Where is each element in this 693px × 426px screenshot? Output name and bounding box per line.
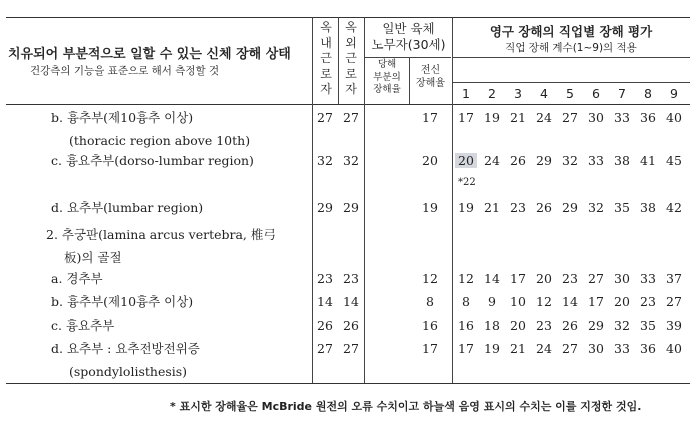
whole-body-rate: 19 xyxy=(422,200,438,215)
grade-value: 33 xyxy=(588,153,604,168)
grade-value: 30 xyxy=(588,341,604,356)
grade-value: 23 xyxy=(536,318,552,333)
grade-number: 1 xyxy=(462,86,470,101)
grade-value: 27 xyxy=(562,110,578,125)
col-inner-header: 옥 내 근 로 자 xyxy=(320,20,332,96)
whole-rate-header: 전신 장해율 xyxy=(416,65,445,89)
grade-value: 35 xyxy=(614,200,630,215)
grade-value: 26 xyxy=(536,200,552,215)
grade-number: 6 xyxy=(592,86,600,101)
grade-value: 24 xyxy=(536,110,552,125)
row-label: b. 흉추부(제10흉추 이상) xyxy=(51,294,194,309)
grade-number-rule xyxy=(452,82,690,83)
row-label-sub: 板)의 골절 xyxy=(64,250,122,265)
grade-value: 17 xyxy=(588,294,604,309)
grade-value: 12 xyxy=(536,294,552,309)
grade-value: 17 xyxy=(458,110,474,125)
grade-value: 24 xyxy=(484,153,500,168)
row-label: b. 흉추부(제10흉추 이상) xyxy=(51,110,194,125)
inner-worker-value: 26 xyxy=(317,318,333,333)
grade-number: 2 xyxy=(488,86,496,101)
grade-value: 33 xyxy=(640,271,656,286)
grade-value: 10 xyxy=(510,294,526,309)
grade-value: 20 xyxy=(536,271,552,286)
outer-worker-value: 23 xyxy=(343,271,359,286)
grade-value: 27 xyxy=(562,341,578,356)
grade-value: 23 xyxy=(510,200,526,215)
grade-number: 9 xyxy=(670,86,678,101)
grade-value: 8 xyxy=(462,294,470,309)
grade-value: 39 xyxy=(666,318,682,333)
row-label: 2. 추궁판(lamina arcus vertebra, 椎弓 xyxy=(46,227,276,242)
grade-value: 29 xyxy=(562,200,578,215)
grade-value: 30 xyxy=(614,271,630,286)
grade-value: 18 xyxy=(484,318,500,333)
grade-value: 42 xyxy=(666,200,682,215)
grade-value: 36 xyxy=(640,341,656,356)
footnote: * 표시한 장해율은 McBride 원전의 오류 수치이고 하늘색 음영 표시의 수치는 이를 지정한 것임. xyxy=(170,400,642,413)
grade-value: 40 xyxy=(666,341,682,356)
grade-value: 40 xyxy=(666,110,682,125)
inner-worker-value: 29 xyxy=(317,200,333,215)
grade-number: 3 xyxy=(514,86,522,101)
row-label: c. 흉요추부 xyxy=(51,318,115,333)
outer-worker-value: 29 xyxy=(343,200,359,215)
general-header: 일반 육체 노무자(30세) xyxy=(371,21,446,52)
grade-value: 21 xyxy=(484,200,500,215)
whole-body-rate: 16 xyxy=(422,318,438,333)
general-header-rule xyxy=(365,57,451,58)
grade-value: 19 xyxy=(458,200,474,215)
inner-worker-value: 27 xyxy=(317,110,333,125)
grade-value: 45 xyxy=(666,153,682,168)
row-label: d. 요추부(lumbar region) xyxy=(51,200,204,215)
grade-value: 16 xyxy=(458,318,474,333)
grade-value: 35 xyxy=(640,318,656,333)
grade-value: 33 xyxy=(614,341,630,356)
whole-body-rate: 8 xyxy=(426,294,434,309)
grade-value: 26 xyxy=(562,318,578,333)
grade-value: 41 xyxy=(640,153,656,168)
grade-value: 17 xyxy=(510,271,526,286)
grade-value: 24 xyxy=(536,341,552,356)
grade-number: 8 xyxy=(644,86,652,101)
grade-value: 14 xyxy=(562,294,578,309)
inner-worker-value: 23 xyxy=(317,271,333,286)
outer-worker-value: 14 xyxy=(343,294,359,309)
grade-value: 17 xyxy=(458,341,474,356)
grade-value: 29 xyxy=(536,153,552,168)
col-divider xyxy=(452,17,453,383)
outer-worker-value: 27 xyxy=(343,341,359,356)
grade-value: 38 xyxy=(614,153,630,168)
grade-value: 20 xyxy=(510,318,526,333)
whole-body-rate: 12 xyxy=(422,271,438,286)
grade-value: 32 xyxy=(614,318,630,333)
grade-value: 20 xyxy=(455,153,477,168)
col-outer-header: 옥 외 근 로 자 xyxy=(345,20,357,96)
table-top-rule xyxy=(6,17,690,18)
grade-value: 19 xyxy=(484,341,500,356)
grade-value: 33 xyxy=(614,110,630,125)
grade-value: 38 xyxy=(640,200,656,215)
grade-value: 21 xyxy=(510,110,526,125)
grade-value: 9 xyxy=(488,294,496,309)
header-subtitle: 건강측의 기능을 표준으로 해서 측정할 것 xyxy=(30,65,220,77)
grade-value: 32 xyxy=(562,153,578,168)
grade-value: 21 xyxy=(510,341,526,356)
row-label: c. 흉요추부(dorso-lumbar region) xyxy=(51,153,254,168)
grade-value: 30 xyxy=(588,110,604,125)
grade-number: 7 xyxy=(618,86,626,101)
grade-value: 26 xyxy=(510,153,526,168)
grade-value: 19 xyxy=(484,110,500,125)
partial-rate-header: 당해 부분의 장해율 xyxy=(373,59,401,95)
grade-value: 36 xyxy=(640,110,656,125)
row-label: d. 요추부 : 요추전방전위증 xyxy=(51,341,200,356)
grade-header-rule xyxy=(452,57,690,58)
grade-value: 23 xyxy=(640,294,656,309)
grade-value: 32 xyxy=(588,200,604,215)
grade-value: 20 xyxy=(614,294,630,309)
grade-value: 27 xyxy=(666,294,682,309)
error-note: *22 xyxy=(458,177,476,188)
grade-number: 5 xyxy=(566,86,574,101)
row-label-sub: (thoracic region above 10th) xyxy=(69,133,251,148)
outer-worker-value: 32 xyxy=(343,153,359,168)
whole-body-rate: 20 xyxy=(422,153,438,168)
row-label-sub: (spondylolisthesis) xyxy=(69,364,188,379)
outer-worker-value: 26 xyxy=(343,318,359,333)
header-title: 치유되어 부분적으로 일할 수 있는 신체 장해 상태 xyxy=(8,47,291,62)
whole-body-rate: 17 xyxy=(422,341,438,356)
grade-value: 37 xyxy=(666,271,682,286)
outer-worker-value: 27 xyxy=(343,110,359,125)
grade-value: 27 xyxy=(588,271,604,286)
col-divider xyxy=(338,17,339,104)
grade-subtitle: 직업 장해 계수(1~9)의 적용 xyxy=(505,42,637,54)
whole-body-rate: 17 xyxy=(422,110,438,125)
inner-worker-value: 14 xyxy=(317,294,333,309)
table-bottom-rule xyxy=(6,383,690,384)
grade-value: 12 xyxy=(458,271,474,286)
header-bottom-rule xyxy=(6,104,690,105)
row-label: a. 경추부 xyxy=(51,271,103,286)
inner-worker-value: 32 xyxy=(317,153,333,168)
grade-title: 영구 장해의 직업별 장해 평가 xyxy=(489,24,653,39)
grade-number: 4 xyxy=(540,86,548,101)
inner-worker-value: 27 xyxy=(317,341,333,356)
col-divider xyxy=(312,17,313,383)
grade-value: 29 xyxy=(588,318,604,333)
grade-value: 23 xyxy=(562,271,578,286)
grade-value: 14 xyxy=(484,271,500,286)
